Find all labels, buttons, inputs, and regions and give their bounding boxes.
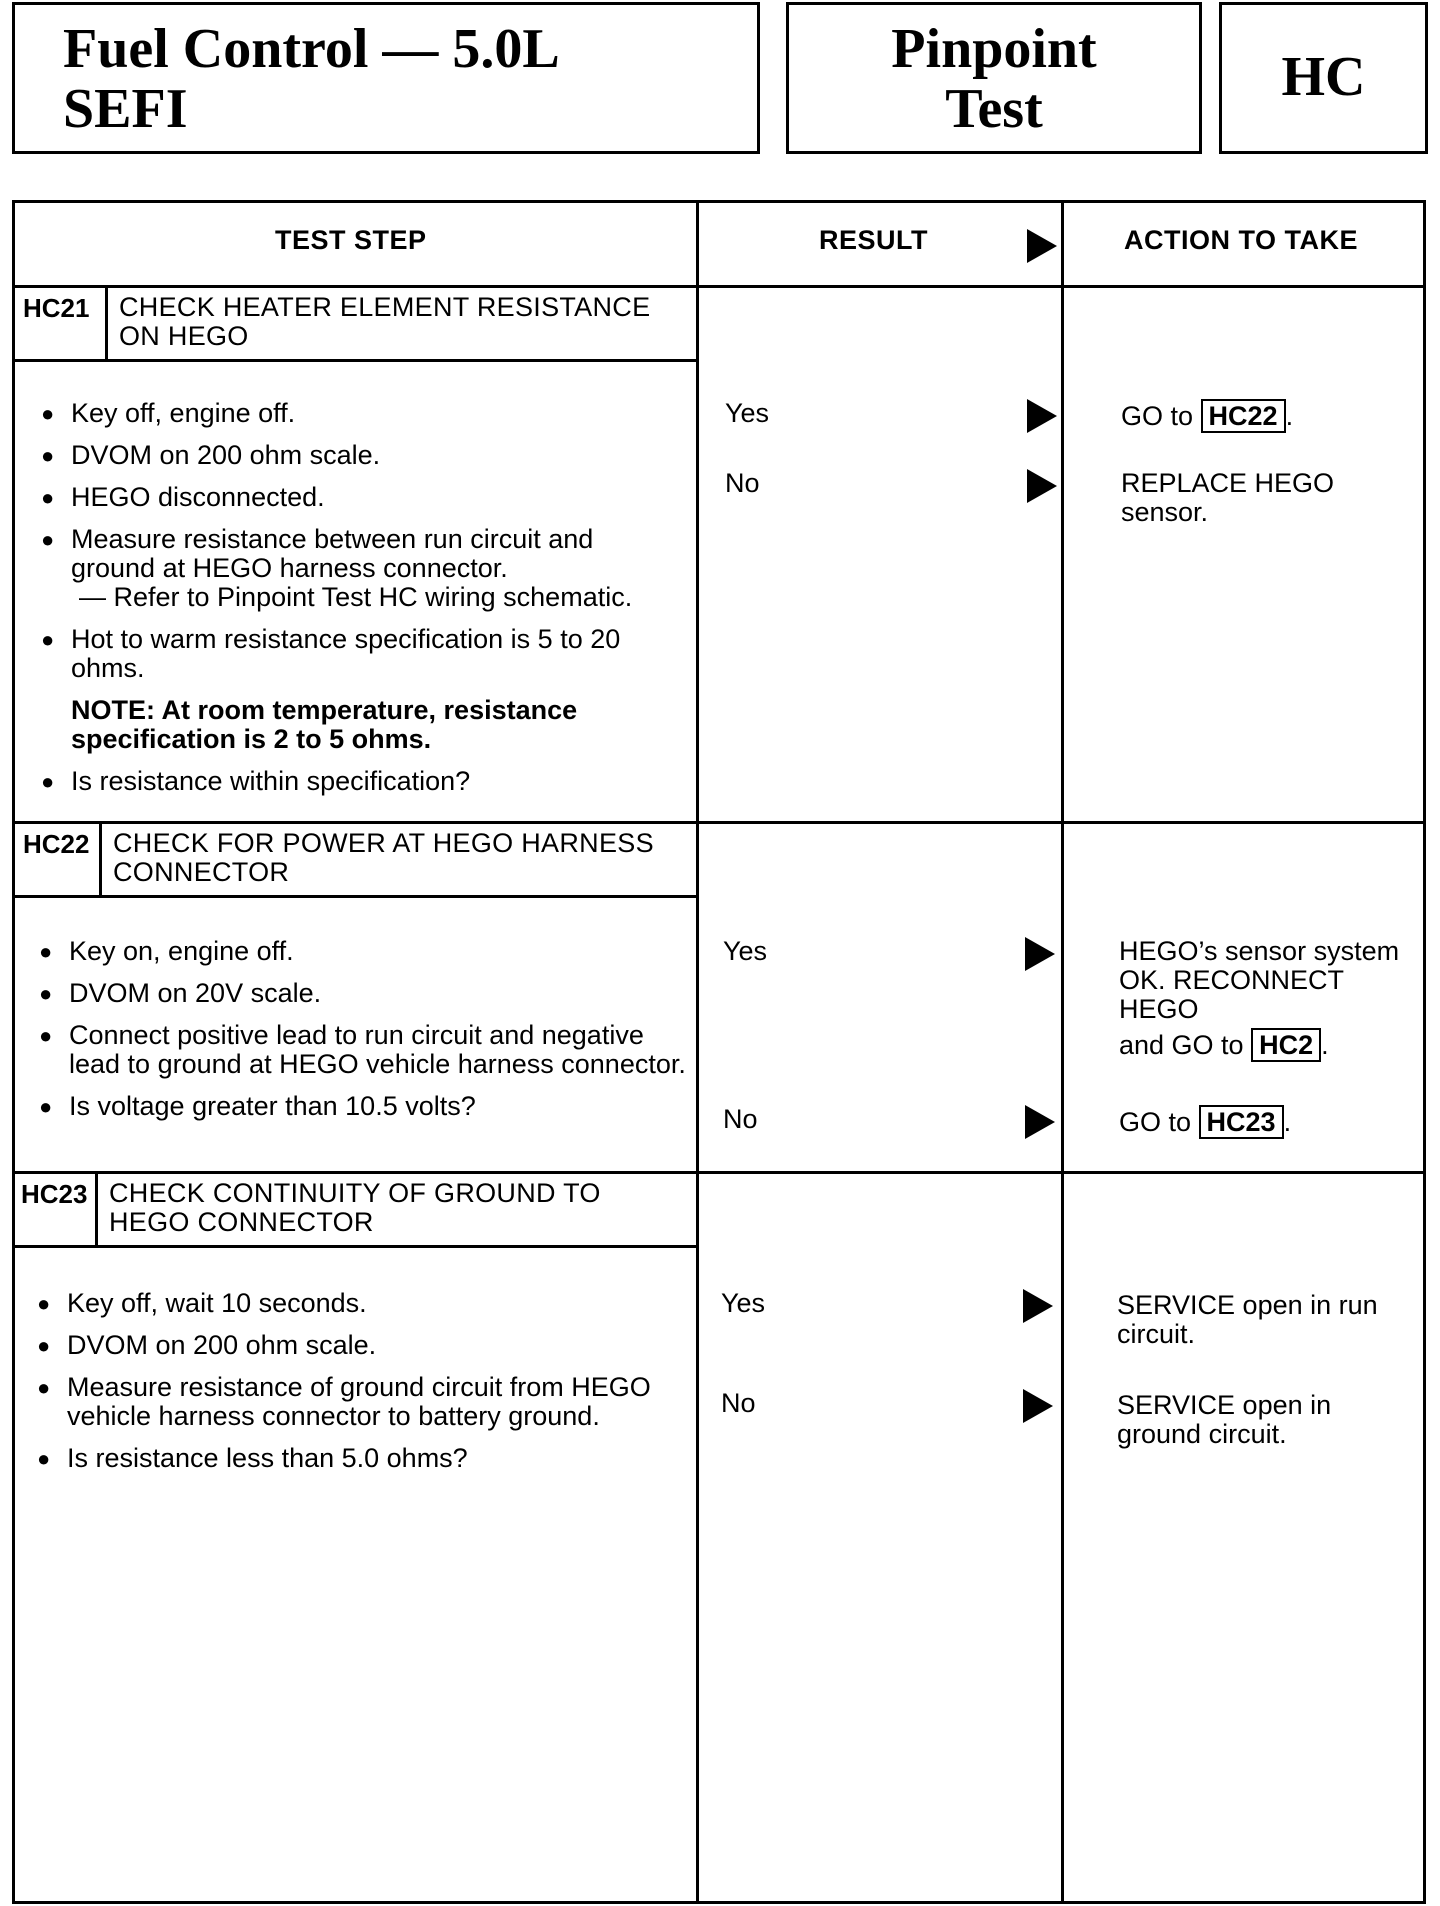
step-id: HC22 [23, 829, 90, 859]
step-title: CHECK FOR POWER AT HEGO HARNESS CONNECTOR [113, 828, 654, 887]
list-item: ● Is resistance within specification? [41, 767, 681, 796]
test-code: HC [1281, 46, 1366, 108]
result-no: No [723, 1104, 758, 1134]
list-item: ● Key on, engine off. [39, 937, 689, 966]
step-instructions [37, 1289, 687, 1486]
step-title: CHECK CONTINUITY OF GROUND TO HEGO CONNECTOR [109, 1178, 601, 1237]
arrow-right-icon [1027, 469, 1057, 503]
list-item: ● Key off, wait 10 seconds. [37, 1289, 687, 1318]
result-no: No [725, 468, 760, 498]
step-instructions [41, 399, 681, 809]
action-yes: HEGO’s sensor system OK. RECONNECT HEGO and GO to HC2 . [1119, 936, 1400, 1060]
list-item: ● HEGO disconnected. [41, 483, 681, 512]
step-title-divider [15, 359, 696, 362]
action-yes: GO to HC22 . [1121, 401, 1294, 431]
header-arrow-icon [1027, 229, 1057, 263]
list-item: ● Is voltage greater than 10.5 volts? [39, 1092, 689, 1121]
step-id: HC21 [23, 293, 90, 323]
list-item: ● Connect positive lead to run circuit and negative lead to ground at HEGO vehicle harness connector. [39, 1021, 689, 1079]
column-divider-2 [1061, 203, 1064, 1901]
result-yes: Yes [721, 1288, 766, 1318]
title-line-2: SEFI [63, 78, 188, 140]
step-id-divider [99, 821, 105, 895]
list-item: ● Measure resistance between run circuit and ground at HEGO harness connector. — Refer to Pinpoint Test HC wiring schematic. [41, 525, 681, 612]
list-item: ● Is resistance less than 5.0 ohms? [37, 1444, 687, 1473]
step-instructions [39, 937, 689, 1134]
pinpoint-line-1: Pinpoint [891, 18, 1097, 80]
action-yes: SERVICE open in run circuit. [1117, 1290, 1378, 1349]
test-table [12, 200, 1426, 1904]
list-item: ● Measure resistance of ground circuit from HEGO vehicle harness connector to battery ground. [37, 1373, 687, 1431]
step-id: HC23 [21, 1179, 88, 1209]
step-reference: HC23 [1199, 1105, 1284, 1139]
column-header-action: ACTION TO TAKE [1124, 225, 1358, 255]
step-id-divider [95, 1171, 101, 1245]
title-box [12, 2, 760, 154]
action-no: REPLACE HEGO sensor. [1121, 468, 1335, 527]
code-box [1219, 2, 1428, 154]
action-no: GO to HC23 . [1119, 1107, 1292, 1137]
action-no: SERVICE open in ground circuit. [1117, 1390, 1332, 1449]
list-item: ● Hot to warm resistance specification is 5 to 20 ohms. [41, 625, 681, 683]
arrow-right-icon [1023, 1289, 1053, 1323]
row-divider [15, 821, 1423, 824]
pinpoint-box [786, 2, 1202, 154]
column-divider-1 [696, 203, 699, 1901]
step-title-divider [15, 1245, 696, 1248]
result-no: No [721, 1388, 756, 1418]
step-reference: HC2 [1251, 1028, 1321, 1062]
column-header-result: RESULT [819, 225, 928, 255]
step-title: CHECK HEATER ELEMENT RESISTANCE ON HEGO [119, 292, 651, 351]
title-line-1: Fuel Control — 5.0L [63, 18, 560, 80]
step-note: NOTE: At room temperature, resistance specification is 2 to 5 ohms. [71, 695, 578, 754]
list-item: ● DVOM on 20V scale. [39, 979, 689, 1008]
column-header-test-step: TEST STEP [275, 225, 427, 255]
page-title [63, 19, 560, 139]
step-id-divider [105, 285, 111, 359]
list-item: ● Key off, engine off. [41, 399, 681, 428]
header-divider [15, 285, 1423, 288]
arrow-right-icon [1025, 1105, 1055, 1139]
list-item: ● DVOM on 200 ohm scale. [37, 1331, 687, 1360]
result-yes: Yes [725, 398, 770, 428]
pinpoint-line-2: Test [945, 78, 1043, 140]
step-reference: HC22 [1201, 399, 1286, 433]
arrow-right-icon [1027, 399, 1057, 433]
pinpoint-label [789, 19, 1199, 139]
arrow-right-icon [1025, 937, 1055, 971]
list-item: ● DVOM on 200 ohm scale. [41, 441, 681, 470]
step-title-divider [15, 895, 696, 898]
result-yes: Yes [723, 936, 768, 966]
row-divider [15, 1171, 1423, 1174]
arrow-right-icon [1023, 1389, 1053, 1423]
